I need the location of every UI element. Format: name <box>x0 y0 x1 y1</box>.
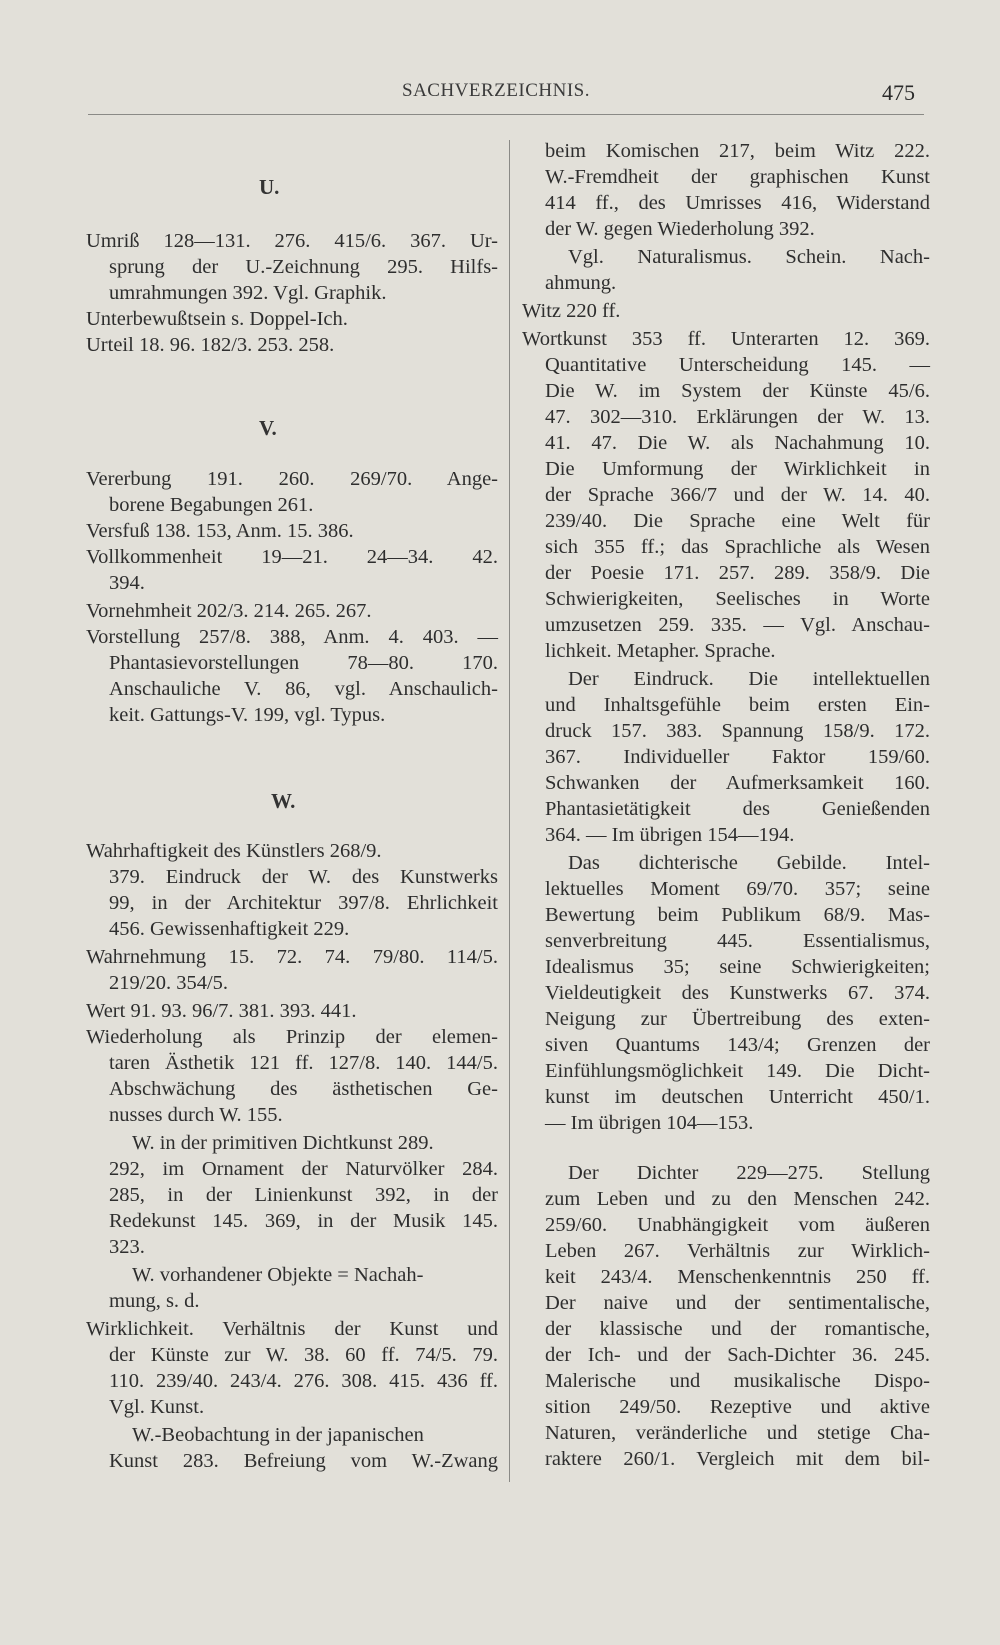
index-entry-line: keit 243/4. Menschenkenntnis 250 ff. <box>545 1266 930 1288</box>
index-entry-line: 323. <box>109 1236 145 1258</box>
index-entry-line: Quantitative Unterscheidung 145. — <box>545 354 930 376</box>
index-entry-line: Der Dichter 229—275. Stellung <box>568 1162 930 1184</box>
index-entry-line: Urteil 18. 96. 182/3. 253. 258. <box>86 334 335 356</box>
index-entry-line: Vererbung 191. 260. 269/70. Ange- <box>86 468 498 490</box>
index-entry-line: Versfuß 138. 153, Anm. 15. 386. <box>86 520 354 542</box>
index-entry-line: 364. — Im übrigen 154—194. <box>545 824 795 846</box>
index-entry-line: 239/40. Die Sprache eine Welt für <box>545 510 930 532</box>
index-entry-line: Wirklichkeit. Verhältnis der Kunst und <box>86 1318 498 1340</box>
index-entry-line: raktere 260/1. Vergleich mit dem bil- <box>545 1448 930 1470</box>
index-entry-line: W. in der primitiven Dichtkunst 289. <box>132 1132 434 1154</box>
index-entry-line: 394. <box>109 572 145 594</box>
running-head: SACHVERZEICHNIS. <box>402 80 590 101</box>
index-entry-line: der Sprache 366/7 und der W. 14. 40. <box>545 484 930 506</box>
index-entry-line: sich 355 ff.; das Sprachliche als Wesen <box>545 536 930 558</box>
index-entry-line: beim Komischen 217, beim Witz 222. <box>545 140 930 162</box>
index-entry-line: Redekunst 145. 369, in der Musik 145. <box>109 1210 498 1232</box>
index-entry-line: Kunst 283. Befreiung vom W.-Zwang <box>109 1450 498 1472</box>
index-entry-line: W.-Beobachtung in der japanischen <box>132 1424 424 1446</box>
index-entry-line: 41. 47. Die W. als Nachahmung 10. <box>545 432 930 454</box>
index-entry-line: Vieldeutigkeit des Kunstwerks 67. 374. <box>545 982 930 1004</box>
index-entry-line: Idealismus 35; seine Schwierigkeiten; <box>545 956 930 978</box>
index-entry-line: Der Eindruck. Die intellektuellen <box>568 668 930 690</box>
index-entry-line: 285, in der Linienkunst 392, in der <box>109 1184 498 1206</box>
index-entry-line: Malerische und musikalische Dispo- <box>545 1370 930 1392</box>
header-rule <box>88 114 924 115</box>
index-entry-line: Das dichterische Gebilde. Intel- <box>568 852 930 874</box>
index-entry-line: umrahmungen 392. Vgl. Graphik. <box>109 282 387 304</box>
index-entry-line: Schwierigkeiten, Seelisches in Worte <box>545 588 930 610</box>
index-entry-line: Leben 267. Verhältnis zur Wirklich- <box>545 1240 930 1262</box>
index-entry-line: Vollkommenheit 19—21. 24—34. 42. <box>86 546 498 568</box>
index-entry-line: Wortkunst 353 ff. Unterarten 12. 369. <box>522 328 930 350</box>
index-entry-line: taren Ästhetik 121 ff. 127/8. 140. 144/5. <box>109 1052 498 1074</box>
index-entry-line: und Inhaltsgefühle beim ersten Ein- <box>545 694 930 716</box>
index-entry-line: 379. Eindruck der W. des Kunstwerks <box>109 866 498 888</box>
index-entry-line: Phantasievorstellungen 78—80. 170. <box>109 652 498 674</box>
index-entry-line: der W. gegen Wiederholung 392. <box>545 218 815 240</box>
index-entry-line: W. vorhandener Objekte = Nachah- <box>132 1264 424 1286</box>
column-divider <box>509 140 510 1482</box>
index-entry-line: der Künste zur W. 38. 60 ff. 74/5. 79. <box>109 1344 498 1366</box>
index-entry-line: Vornehmheit 202/3. 214. 265. 267. <box>86 600 372 622</box>
index-entry-line: 110. 239/40. 243/4. 276. 308. 415. 436 ff. <box>109 1370 498 1392</box>
index-entry-line: zum Leben und zu den Menschen 242. <box>545 1188 930 1210</box>
index-entry-line: Wahrnehmung 15. 72. 74. 79/80. 114/5. <box>86 946 498 968</box>
index-entry-line: 367. Individueller Faktor 159/60. <box>545 746 930 768</box>
index-entry-line: kunst im deutschen Unterricht 450/1. <box>545 1086 930 1108</box>
index-entry-line: Schwanken der Aufmerksamkeit 160. <box>545 772 930 794</box>
index-entry-line: Vgl. Kunst. <box>109 1396 205 1418</box>
index-entry-line: 47. 302—310. Erklärungen der W. 13. <box>545 406 930 428</box>
index-entry-line: mung, s. d. <box>109 1290 200 1312</box>
page-number: 475 <box>882 80 915 105</box>
index-entry-line: Die W. im System der Künste 45/6. <box>545 380 930 402</box>
index-entry-line: 219/20. 354/5. <box>109 972 229 994</box>
section-letter-u: U. <box>259 175 280 199</box>
index-entry-line: 456. Gewissenhaftigkeit 229. <box>109 918 350 940</box>
index-entry-line: sition 249/50. Rezeptive und aktive <box>545 1396 930 1418</box>
index-entry-line: Neigung zur Übertreibung des exten- <box>545 1008 930 1030</box>
index-entry-line: Wert 91. 93. 96/7. 381. 393. 441. <box>86 1000 357 1022</box>
index-entry-line: Bewertung beim Publikum 68/9. Mas- <box>545 904 930 926</box>
index-entry-line: siven Quantums 143/4; Grenzen der <box>545 1034 930 1056</box>
index-entry-line: Phantasietätigkeit des Genießenden <box>545 798 930 820</box>
index-entry-line: Witz 220 ff. <box>522 300 621 322</box>
index-entry-line: Die Umformung der Wirklichkeit in <box>545 458 930 480</box>
index-entry-line: Wahrhaftigkeit des Künstlers 268/9. <box>86 840 382 862</box>
section-letter-v: V. <box>259 416 277 440</box>
index-entry-line: ahmung. <box>545 272 617 294</box>
index-entry-line: 99, in der Architektur 397/8. Ehrlichkeit <box>109 892 498 914</box>
index-entry-line: borene Begabungen 261. <box>109 494 314 516</box>
index-entry-line: druck 157. 383. Spannung 158/9. 172. <box>545 720 930 742</box>
index-entry-line: senverbreitung 445. Essentialismus, <box>545 930 930 952</box>
index-entry-line: Unterbewußtsein s. Doppel-Ich. <box>86 308 348 330</box>
index-entry-line: lektuelles Moment 69/70. 357; seine <box>545 878 930 900</box>
index-entry-line: — Im übrigen 104—153. <box>545 1112 754 1134</box>
index-entry-line: Wiederholung als Prinzip der elemen- <box>86 1026 498 1048</box>
index-entry-line: Naturen, veränderliche und stetige Cha- <box>545 1422 930 1444</box>
index-entry-line: keit. Gattungs-V. 199, vgl. Typus. <box>109 704 386 726</box>
index-entry-line: W.-Fremdheit der graphischen Kunst <box>545 166 930 188</box>
index-entry-line: Vgl. Naturalismus. Schein. Nach- <box>568 246 930 268</box>
index-entry-line: der klassische und der romantische, <box>545 1318 930 1340</box>
index-entry-line: der Poesie 171. 257. 289. 358/9. Die <box>545 562 930 584</box>
index-entry-line: Abschwächung des ästhetischen Ge- <box>109 1078 498 1100</box>
index-entry-line: lichkeit. Metapher. Sprache. <box>545 640 776 662</box>
index-entry-line: Vorstellung 257/8. 388, Anm. 4. 403. — <box>86 626 498 648</box>
index-entry-line: Anschauliche V. 86, vgl. Anschaulich- <box>109 678 498 700</box>
section-letter-w: W. <box>271 789 296 813</box>
index-entry-line: Der naive und der sentimentalische, <box>545 1292 930 1314</box>
index-entry-line: nusses durch W. 155. <box>109 1104 283 1126</box>
index-entry-line: Umriß 128—131. 276. 415/6. 367. Ur- <box>86 230 498 252</box>
index-entry-line: 414 ff., des Umrisses 416, Widerstand <box>545 192 930 214</box>
index-entry-line: umzusetzen 259. 335. — Vgl. Anschau- <box>545 614 930 636</box>
index-entry-line: Einfühlungsmöglichkeit 149. Die Dicht- <box>545 1060 930 1082</box>
index-entry-line: 259/60. Unabhängigkeit vom äußeren <box>545 1214 930 1236</box>
index-entry-line: 292, im Ornament der Naturvölker 284. <box>109 1158 498 1180</box>
index-entry-line: sprung der U.-Zeichnung 295. Hilfs- <box>109 256 498 278</box>
index-entry-line: der Ich- und der Sach-Dichter 36. 245. <box>545 1344 930 1366</box>
